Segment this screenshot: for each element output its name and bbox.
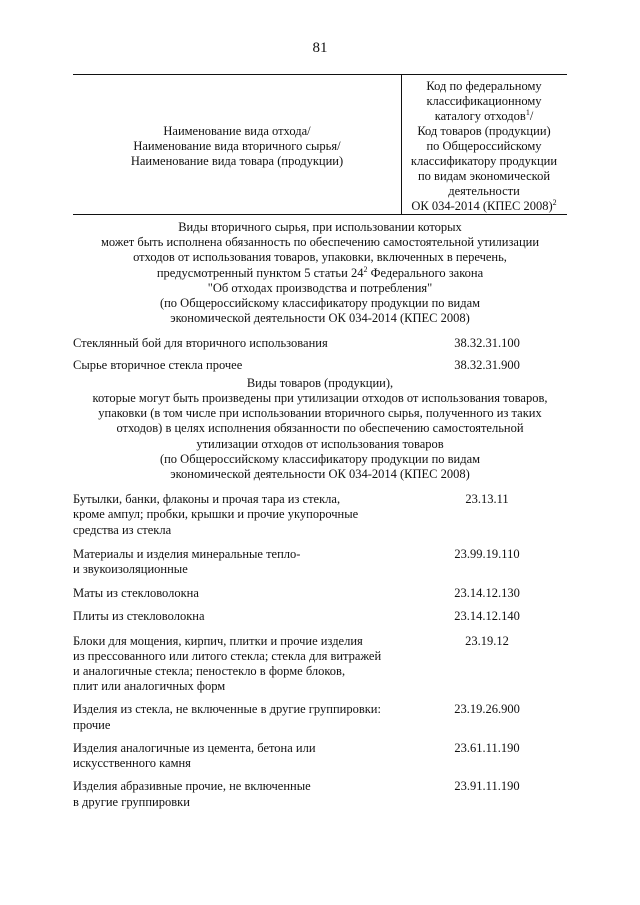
row-name: Изделия абразивные прочие, не включенные в другие группировки (73, 779, 311, 809)
header-code-column: Код по федеральному классификационному каталогу отходов$^1$/ Код товаров (продукции) по Общероссийскому классификатору продукции по видам экономической деятельности ОК 034-2014 (КПЕС 2008)$^2$ (410, 79, 558, 213)
table-row (73, 609, 567, 624)
row-name: Изделия аналогичные из цемента, бетона или искусственного камня (73, 740, 316, 771)
table-row (73, 586, 567, 601)
page-number: 81 (312, 40, 328, 56)
row-name: Сырье вторичное стекла прочее (73, 357, 243, 372)
row-name: Блоки для мощения, кирпич, плитки и прочие изделия из прессованного или литого стекла; стекла для витражей и аналогичные стекла; пеностекло в форме блоков, плит или аналогичных форм (73, 633, 382, 694)
table-row (73, 358, 567, 373)
table-row (73, 634, 567, 695)
row-name: Маты из стекловолокна (73, 586, 199, 601)
table-row (73, 741, 567, 771)
section-secondary-raw-materials-heading: Виды вторичного сырья, при использовании которых может быть исполнена обязанность по обеспечению самостоятельной утилизации отходов от использования товаров, упаковки, включенных в перечень, предусмотренный пунктом 5 статьи $24^2$ Федерального закона "Об отходах производства и потребления" (по Общероссийскому классификатору продукции по видам экономической деятельности ОК 034-2014 (КПЕС 2008) (100, 220, 540, 326)
table-row (73, 702, 567, 732)
row-code: 23.14.12.140 (454, 609, 520, 624)
row-code: 23.13.11 (465, 492, 509, 507)
row-code: 38.32.31.900 (454, 357, 520, 372)
section-products-rows (73, 492, 567, 809)
header-name-column: Наименование вида отхода/ Наименование вида вторичного сырья/ Наименование вида товара (продукции) (130, 124, 344, 168)
row-code: 23.19.12 (465, 633, 509, 648)
table-row (73, 547, 567, 577)
row-code: 23.91.11.190 (454, 779, 520, 794)
row-code: 23.61.11.190 (454, 740, 520, 755)
row-code: 23.19.26.900 (454, 702, 520, 717)
classification-table (73, 74, 567, 810)
row-name: Плиты из стекловолокна (73, 609, 205, 624)
row-name: Изделия из стекла, не включенные в другие группировки: прочие (73, 702, 381, 732)
section-products-heading: Виды товаров (продукции), которые могут быть произведены при утилизации отходов от использования товаров, упаковки (в том числе при использовании вторичного сырья, полученного из таких отходов) в целях исполнения обязанности по обеспечению самостоятельной утилизации отходов от использования товаров (по Общероссийскому классификатору продукции по видам экономической деятельности ОК 034-2014 (КПЕС 2008) (92, 375, 548, 482)
table-row (73, 336, 567, 351)
table-row (73, 492, 567, 538)
row-code: 23.99.19.110 (454, 546, 520, 561)
row-code: 23.14.12.130 (454, 586, 520, 601)
row-code: 38.32.31.100 (454, 336, 520, 351)
row-name: Бутылки, банки, флаконы и прочая тара из стекла, кроме ампул; пробки, крышки и прочие укупорочные средства из стекла (73, 492, 359, 537)
section-secondary-raw-materials-rows (73, 336, 567, 372)
table-header (73, 74, 567, 215)
row-name: Материалы и изделия минеральные тепло- и звукоизоляционные (73, 546, 301, 577)
row-name: Стеклянный бой для вторичного использования (73, 336, 328, 351)
table-row (73, 779, 567, 809)
